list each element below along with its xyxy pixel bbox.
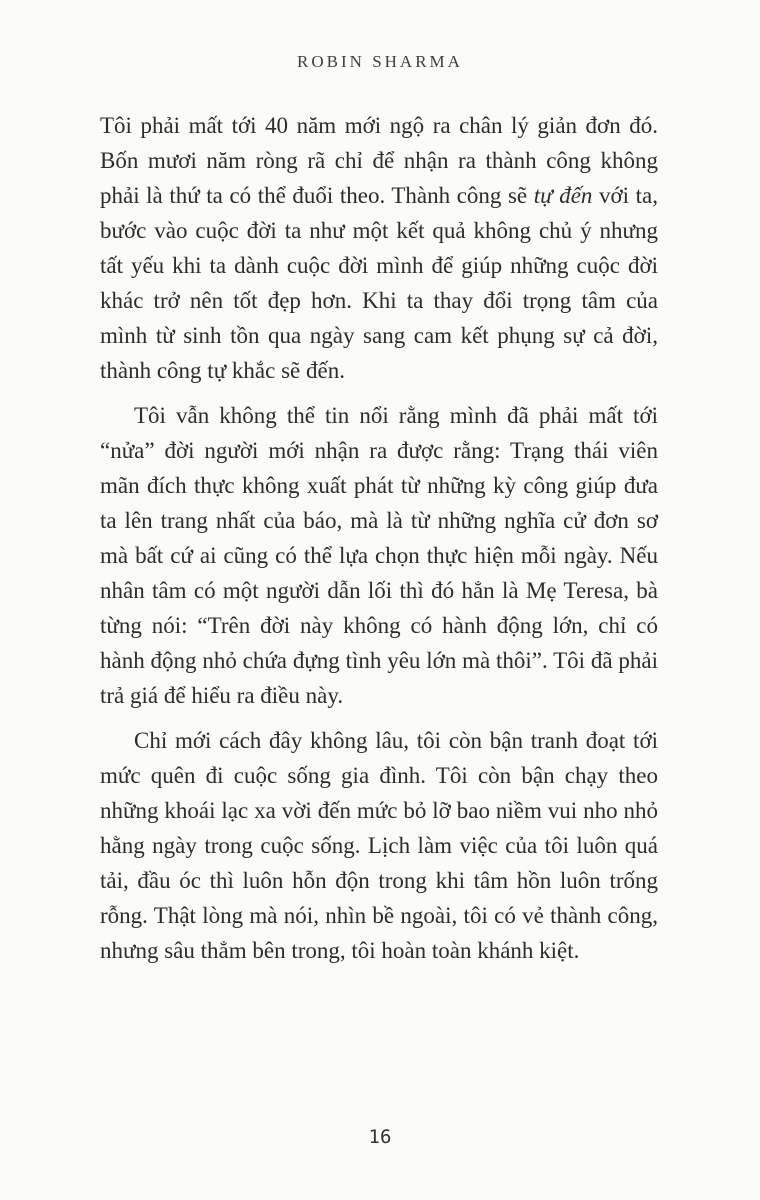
page-number: 16 — [368, 1126, 392, 1148]
running-header: ROBIN SHARMA — [297, 52, 463, 71]
page-body — [100, 108, 658, 978]
paragraph — [100, 723, 658, 968]
italic-text-segment: tự đến — [533, 183, 593, 208]
paragraph — [100, 108, 658, 388]
text-segment: Chỉ mới cách đây không lâu, tôi còn bận tranh đoạt tới mức quên đi cuộc sống gia đình. Tôi còn bận chạy theo những khoái lạc xa vời đến mức bỏ lỡ bao niềm vui nho nhỏ hằng ngày trong cuộc sống. Lịch làm việc của tôi luôn quá tải, đầu óc thì luôn hỗn độn trong khi tâm hồn luôn trống rỗng. Thật lòng mà nói, nhìn bề ngoài, tôi có vẻ thành công, nhưng sâu thẳm bên trong, tôi hoàn toàn khánh kiệt. — [100, 728, 658, 963]
text-segment: Tôi phải mất tới 40 năm mới ngộ ra chân lý giản đơn đó. Bốn mươi năm ròng rã chỉ để nhận ra thành công không phải là thứ ta có thể đuổi theo. Thành công sẽ — [100, 113, 658, 208]
text-segment: với ta, bước vào cuộc đời ta như một kết quả không chủ ý nhưng tất yếu khi ta dành cuộc đời mình để giúp những cuộc đời khác trở nên tốt đẹp hơn. Khi ta thay đổi trọng tâm của mình từ sinh tồn qua ngày sang cam kết phụng sự cả đời, thành công tự khắc sẽ đến. — [100, 183, 658, 383]
paragraph — [100, 398, 658, 713]
text-segment: Tôi vẫn không thể tin nổi rằng mình đã phải mất tới “nửa” đời người mới nhận ra được rằng: Trạng thái viên mãn đích thực không xuất phát từ những kỳ công giúp đưa ta lên trang nhất của báo, mà là từ những nghĩa cử đơn sơ mà bất cứ ai cũng có thể lựa chọn thực hiện mỗi ngày. Nếu nhân tâm có một người dẫn lối thì đó hẳn là Mẹ Teresa, bà từng nói: “Trên đời này không có hành động lớn, chỉ có hành động nhỏ chứa đựng tình yêu lớn mà thôi”. Tôi đã phải trả giá để hiểu ra điều này. — [100, 403, 658, 708]
